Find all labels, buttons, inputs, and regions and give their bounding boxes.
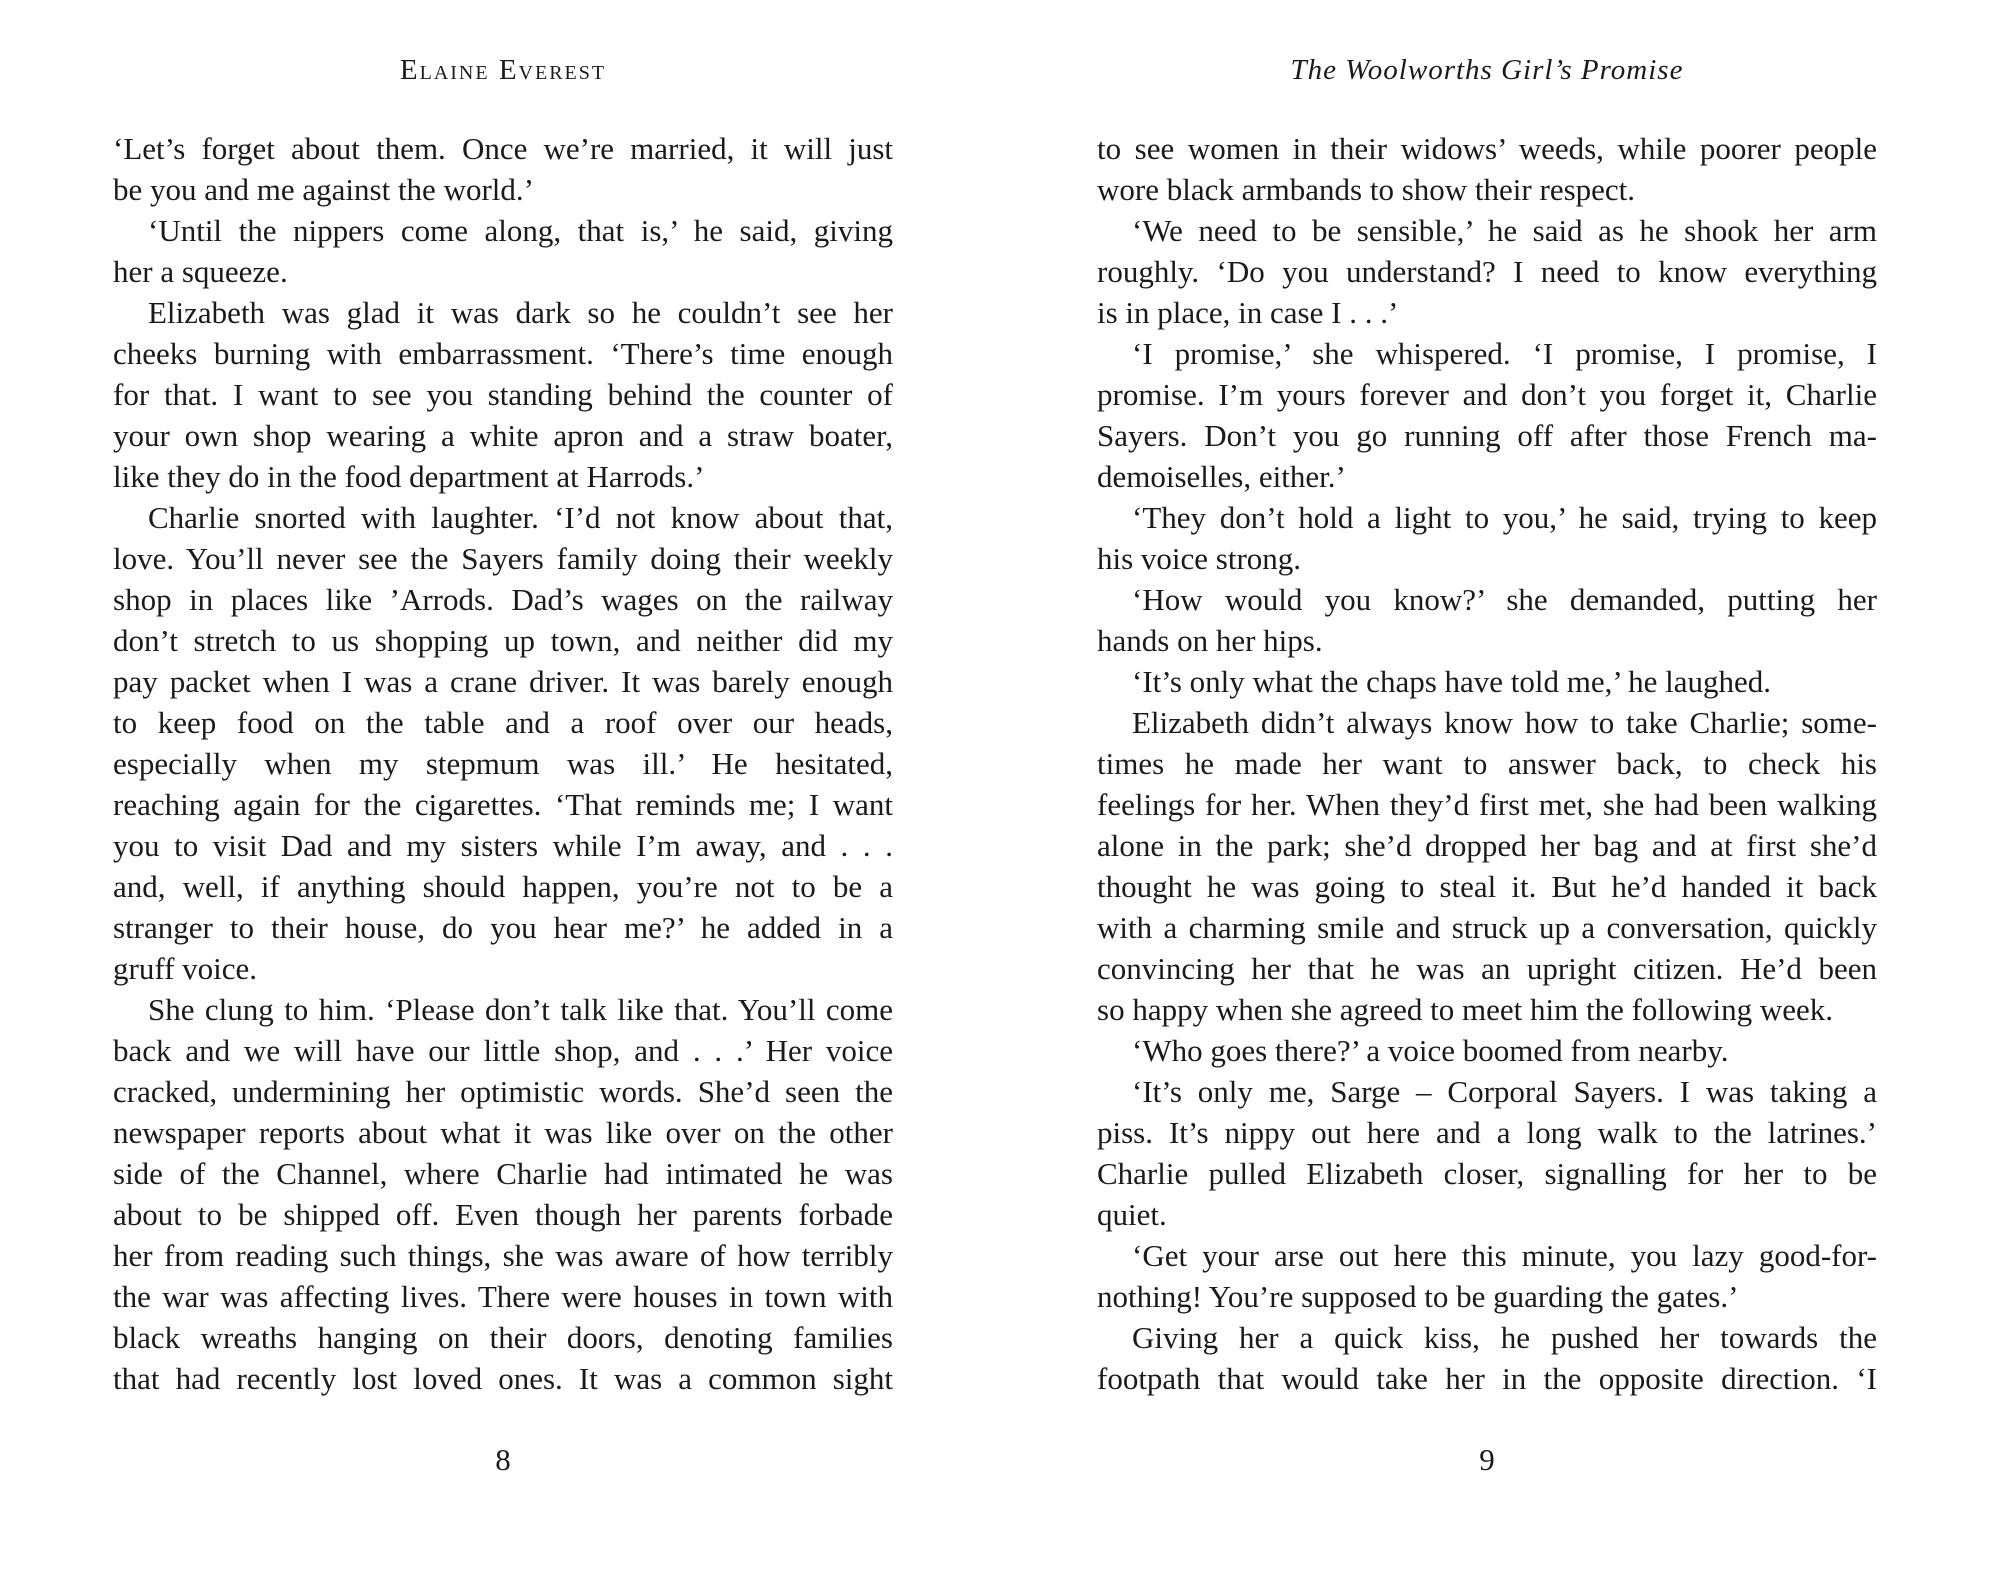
text-line: piss. It’s nippy out here and a long walk to the latrines.’ (1097, 1115, 1877, 1150)
running-head-title: The Woolworths Girl’s Promise (1290, 54, 1684, 86)
text-line: his voice strong. (1097, 541, 1302, 576)
text-line: ‘Let’s forget about them. Once we’re married, it will just (113, 131, 893, 166)
text-line: black wreaths hanging on their doors, denoting families (113, 1320, 893, 1355)
text-line: Elizabeth was glad it was dark so he couldn’t see her (148, 295, 893, 330)
right-page (1097, 0, 1877, 1581)
text-line: like they do in the food department at Harrods.’ (113, 459, 705, 494)
text-line: be you and me against the world.’ (113, 172, 534, 207)
text-line: convincing her that he was an upright citizen. He’d been (1097, 951, 1877, 986)
text-line: Giving her a quick kiss, he pushed her towards the (1132, 1320, 1877, 1355)
text-line: ‘How would you know?’ she demanded, putting her (1132, 582, 1877, 617)
text-line: roughly. ‘Do you understand? I need to know everything (1097, 254, 1877, 289)
text-line: to see women in their widows’ weeds, while poorer people (1097, 131, 1877, 166)
text-line: wore black armbands to show their respect. (1097, 172, 1636, 207)
text-line: alone in the park; she’d dropped her bag and at first she’d (1097, 828, 1877, 863)
text-line: ‘Who goes there?’ a voice boomed from nearby. (1132, 1033, 1729, 1068)
text-line: cheeks burning with embarrassment. ‘There’s time enough (113, 336, 893, 371)
text-line: love. You’ll never see the Sayers family doing their weekly (113, 541, 893, 576)
text-line: ‘It’s only what the chaps have told me,’ he laughed. (1132, 664, 1772, 699)
text-line: especially when my stepmum was ill.’ He hesitated, (113, 746, 893, 781)
text-line: ‘I promise,’ she whispered. ‘I promise, I promise, I (1132, 336, 1877, 371)
text-line: newspaper reports about what it was like over on the other (113, 1115, 893, 1150)
text-line: stranger to their house, do you hear me?’ he added in a (113, 910, 893, 945)
left-text-block (113, 128, 893, 1399)
text-line: her from reading such things, she was aware of how terribly (113, 1238, 893, 1273)
text-line: so happy when she agreed to meet him the following week. (1097, 992, 1834, 1027)
text-line: ‘They don’t hold a light to you,’ he said, trying to keep (1132, 500, 1877, 535)
text-line: Elizabeth didn’t always know how to take Charlie; some- (1132, 705, 1877, 740)
text-line: ‘It’s only me, Sarge – Corporal Sayers. I was taking a (1132, 1074, 1877, 1109)
text-line: gruff voice. (113, 951, 258, 986)
right-text-block (1097, 128, 1877, 1399)
text-line: don’t stretch to us shopping up town, and neither did my (113, 623, 893, 658)
text-line: the war was affecting lives. There were houses in town with (113, 1279, 893, 1314)
text-line: your own shop wearing a white apron and a straw boater, (113, 418, 893, 453)
text-line: thought he was going to steal it. But he’d handed it back (1097, 869, 1877, 904)
text-line: to keep food on the table and a roof over our heads, (113, 705, 893, 740)
text-line: Charlie pulled Elizabeth closer, signalling for her to be (1097, 1156, 1877, 1191)
page-number-right: 9 (1479, 1442, 1495, 1477)
text-line: times he made her want to answer back, to check his (1097, 746, 1877, 781)
text-line: and, well, if anything should happen, you’re not to be a (113, 869, 893, 904)
text-line: is in place, in case I . . .’ (1097, 295, 1399, 330)
text-line: for that. I want to see you standing behind the counter of (113, 377, 893, 412)
text-line: quiet. (1097, 1197, 1167, 1232)
text-line: Charlie snorted with laughter. ‘I’d not know about that, (148, 500, 893, 535)
text-line: footpath that would take her in the opposite direction. ‘I (1097, 1361, 1877, 1396)
text-line: cracked, undermining her optimistic words. She’d seen the (113, 1074, 893, 1109)
text-line: Sayers. Don’t you go running off after those French ma- (1097, 418, 1877, 453)
text-line: promise. I’m yours forever and don’t you forget it, Charlie (1097, 377, 1877, 412)
text-line: demoiselles, either.’ (1097, 459, 1346, 494)
running-head-author: Elaine Everest (399, 54, 607, 86)
text-line: nothing! You’re supposed to be guarding the gates.’ (1097, 1279, 1739, 1314)
text-line: about to be shipped off. Even though her parents forbade (113, 1197, 893, 1232)
left-page (113, 0, 893, 1581)
text-line: feelings for her. When they’d first met, she had been walking (1097, 787, 1877, 822)
text-line: that had recently lost loved ones. It was a common sight (113, 1361, 893, 1396)
text-line: pay packet when I was a crane driver. It was barely enough (113, 664, 893, 699)
text-line: ‘We need to be sensible,’ he said as he shook her arm (1132, 213, 1877, 248)
text-line: her a squeeze. (113, 254, 288, 289)
text-line: with a charming smile and struck up a conversation, quickly (1097, 910, 1877, 945)
text-line: you to visit Dad and my sisters while I’m away, and . . . (113, 828, 893, 863)
text-line: side of the Channel, where Charlie had intimated he was (113, 1156, 893, 1191)
text-line: ‘Until the nippers come along, that is,’ he said, giving (148, 213, 893, 248)
text-line: back and we will have our little shop, and . . .’ Her voice (113, 1033, 893, 1068)
text-line: She clung to him. ‘Please don’t talk like that. You’ll come (148, 992, 893, 1027)
page-number-left: 8 (495, 1442, 511, 1477)
text-line: hands on her hips. (1097, 623, 1323, 658)
text-line: ‘Get your arse out here this minute, you lazy good-for- (1132, 1238, 1877, 1273)
text-line: reaching again for the cigarettes. ‘That reminds me; I want (113, 787, 893, 822)
text-line: shop in places like ’Arrods. Dad’s wages on the railway (113, 582, 893, 617)
